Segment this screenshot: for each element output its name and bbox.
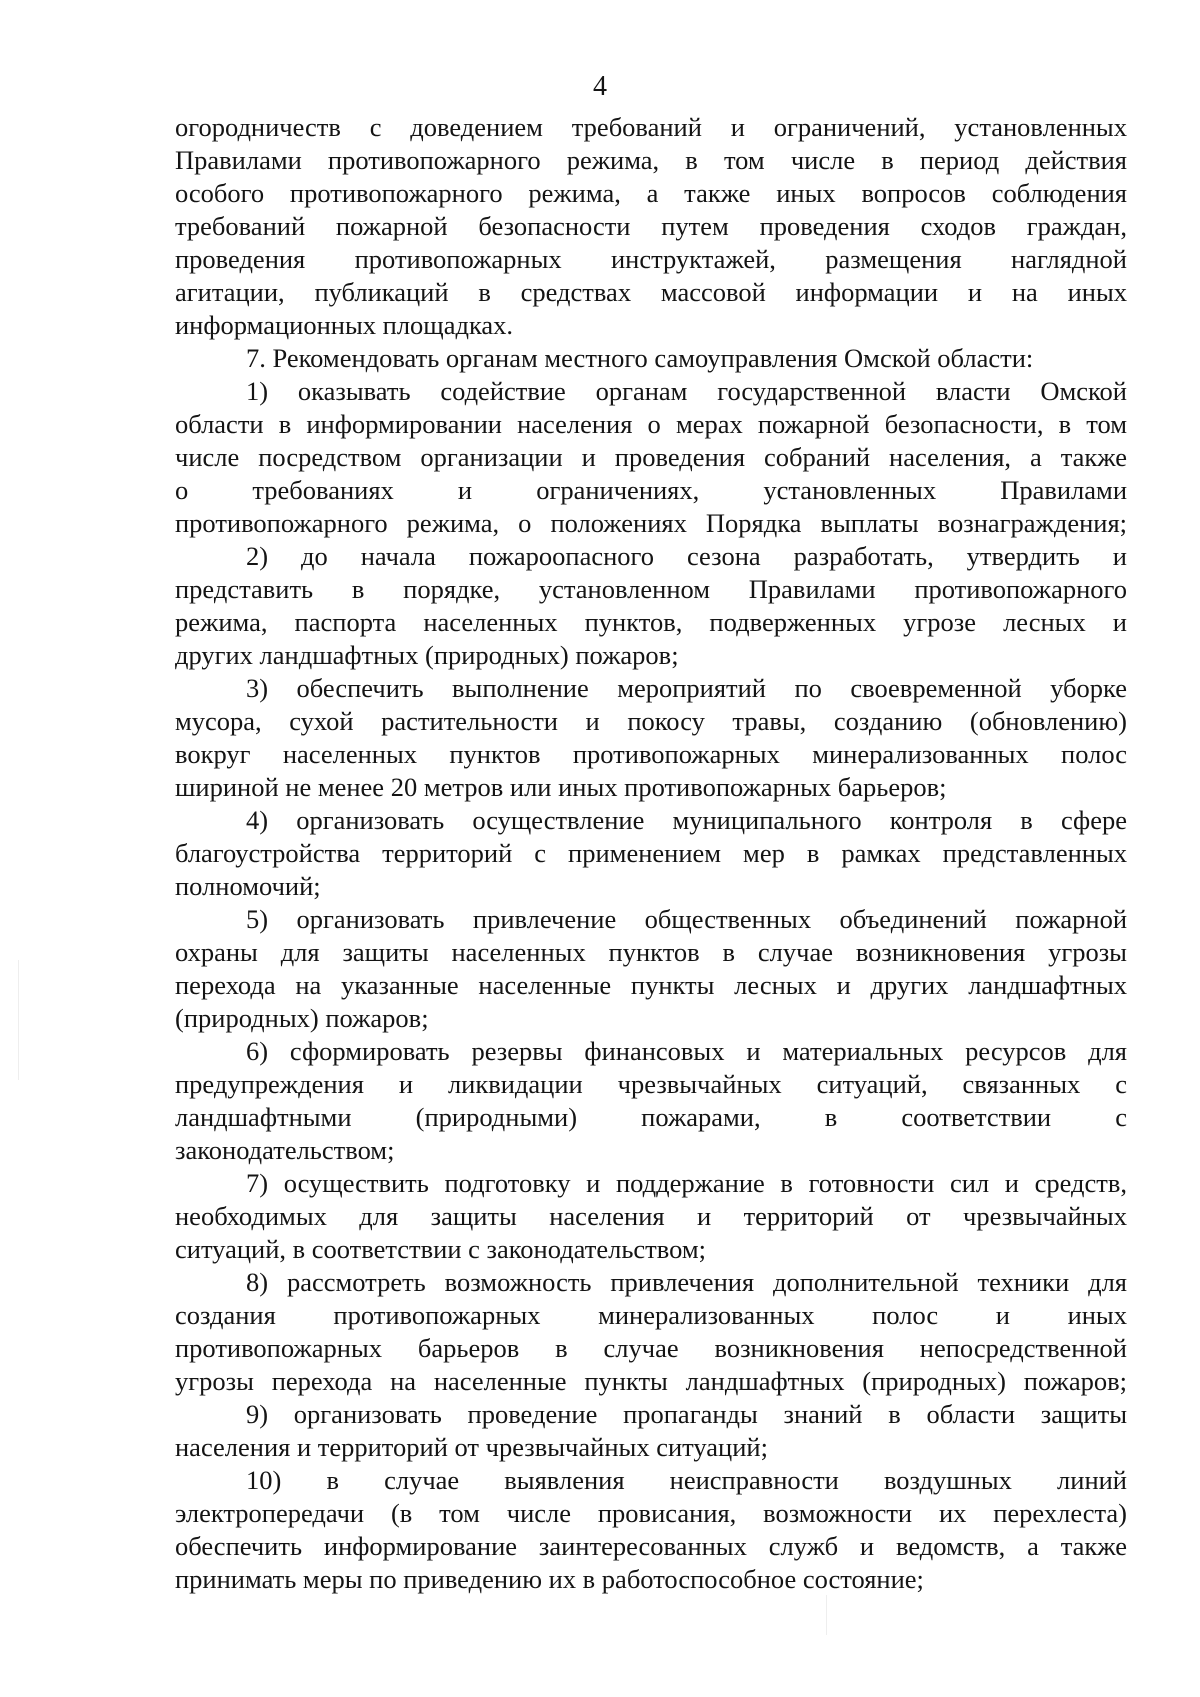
paragraph-first-line: 9) организовать проведение пропаганды знаний в области защиты (246, 1399, 1127, 1429)
paragraph-first-line: 6) сформировать резервы финансовых и материальных ресурсов для (246, 1036, 1127, 1066)
paragraph-line: других ландшафтных (природных) пожаров; (175, 640, 679, 670)
paragraph-line: предупреждения и ликвидации чрезвычайных ситуаций, связанных с (175, 1069, 1127, 1099)
paragraph-line: ландшафтными (природными) пожарами, в соответствии с (175, 1102, 1127, 1132)
paragraph-line: проведения противопожарных инструктажей, размещения наглядной (175, 244, 1127, 274)
paragraph-line: электропередачи (в том числе провисания, возможности их перехлеста) (175, 1498, 1127, 1528)
paragraph-line: шириной не менее 20 метров или иных противопожарных барьеров; (175, 772, 947, 802)
paragraph-line: ситуаций, в соответствии с законодательством; (175, 1234, 706, 1264)
paragraph-line: необходимых для защиты населения и территорий от чрезвычайных (175, 1201, 1127, 1231)
paragraph-line: перехода на указанные населенные пункты лесных и других ландшафтных (175, 970, 1127, 1000)
paragraph-first-line: 1) оказывать содействие органам государственной власти Омской (246, 376, 1127, 406)
paragraph-first-line: 5) организовать привлечение общественных объединений пожарной (246, 904, 1127, 934)
paragraph-line: противопожарных барьеров в случае возникновения непосредственной (175, 1333, 1127, 1363)
paragraph-line: противопожарного режима, о положениях Порядка выплаты вознаграждения; (175, 508, 1127, 538)
paragraph-first-line: 4) организовать осуществление муниципального контроля в сфере (246, 805, 1127, 835)
paragraph-first-line: 7) осуществить подготовку и поддержание в готовности сил и средств, (246, 1168, 1127, 1198)
paragraph-first-line: 3) обеспечить выполнение мероприятий по своевременной уборке (246, 673, 1127, 703)
paragraph-line: агитации, публикаций в средствах массовой информации и на иных (175, 277, 1127, 307)
paragraph-line: особого противопожарного режима, а также иных вопросов соблюдения (175, 178, 1127, 208)
paragraph-line: законодательством; (175, 1135, 395, 1165)
page-number: 4 (593, 71, 607, 102)
paragraph-line: области в информировании населения о мерах пожарной безопасности, в том (175, 409, 1127, 439)
paragraph-line: вокруг населенных пунктов противопожарных минерализованных полос (175, 739, 1127, 769)
paragraph-line: мусора, сухой растительности и покосу травы, созданию (обновлению) (175, 706, 1127, 736)
paragraph-first-line: 8) рассмотреть возможность привлечения дополнительной техники для (246, 1267, 1127, 1297)
paragraph-line: информационных площадках. (175, 310, 514, 340)
paragraph-line: охраны для защиты населенных пунктов в случае возникновения угрозы (175, 937, 1127, 967)
scan-artifact-line (18, 960, 19, 1080)
paragraph-line: принимать меры по приведению их в работоспособное состояние; (175, 1564, 924, 1594)
document-body (175, 111, 1127, 1596)
paragraph-first-line: 2) до начала пожароопасного сезона разработать, утвердить и (246, 541, 1127, 571)
paragraph-line: (природных) пожаров; (175, 1003, 429, 1033)
paragraph-line: обеспечить информирование заинтересованных служб и ведомств, а также (175, 1531, 1127, 1561)
paragraph-line: представить в порядке, установленном Правилами противопожарного (175, 574, 1127, 604)
paragraph-line: полномочий; (175, 871, 321, 901)
scan-artifact-line (826, 1595, 827, 1635)
paragraph-first-line: 7. Рекомендовать органам местного самоуправления Омской области: (246, 343, 1034, 373)
paragraph-line: режима, паспорта населенных пунктов, подверженных угрозе лесных и (175, 607, 1127, 637)
paragraph-line: Правилами противопожарного режима, в том числе в период действия (175, 145, 1127, 175)
paragraph-line: требований пожарной безопасности путем проведения сходов граждан, (175, 211, 1127, 241)
paragraph-line: благоустройства территорий с применением мер в рамках представленных (175, 838, 1127, 868)
paragraph-first-line: 10) в случае выявления неисправности воздушных линий (246, 1465, 1127, 1495)
paragraph-line: числе посредством организации и проведения собраний населения, а также (175, 442, 1127, 472)
paragraph-line: населения и территорий от чрезвычайных ситуаций; (175, 1432, 768, 1462)
paragraph-line: угрозы перехода на населенные пункты ландшафтных (природных) пожаров; (175, 1366, 1127, 1396)
paragraph-line: о требованиях и ограничениях, установленных Правилами (175, 475, 1127, 505)
paragraph-line: создания противопожарных минерализованных полос и иных (175, 1300, 1127, 1330)
paragraph-line: огородничеств с доведением требований и ограничений, установленных (175, 112, 1127, 142)
